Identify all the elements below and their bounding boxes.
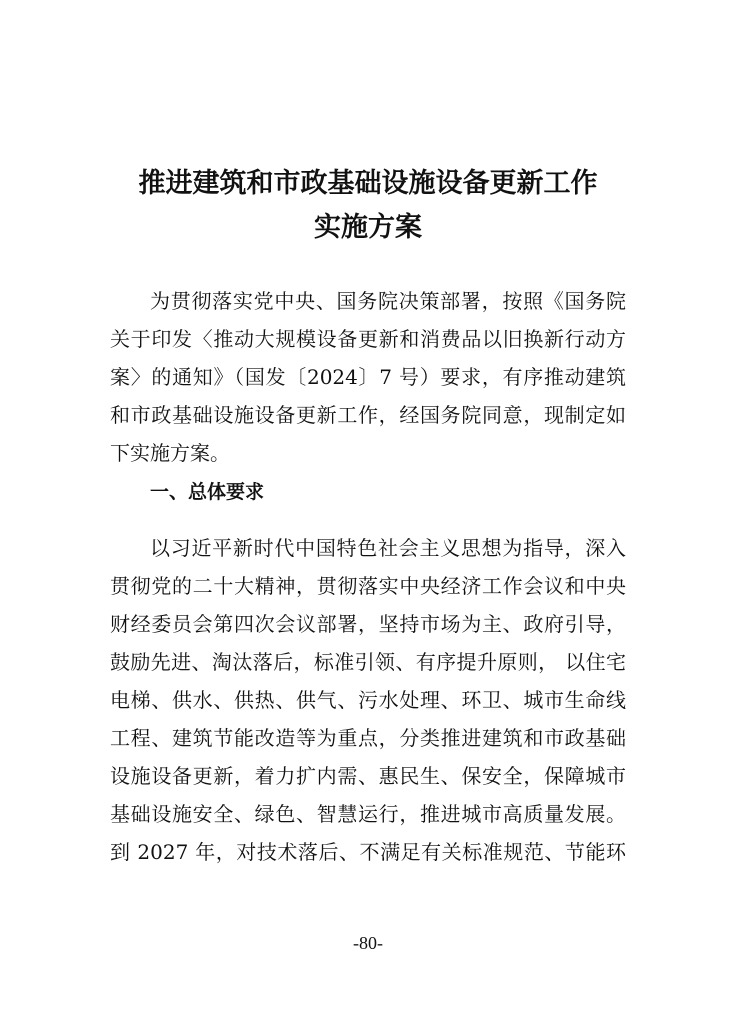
paragraph-1-line-3: 案〉的通知》（国发〔2024〕7 号）要求，有序推动建筑	[110, 365, 626, 389]
paragraph-2-line-8: 基础设施安全、绿色、智慧运行，推进城市高质量发展。	[110, 802, 626, 826]
paragraph-1-line-2: 关于印发〈推动大规模设备更新和消费品以旧换新行动方	[110, 327, 626, 351]
paragraph-2-line-6: 工程、建筑节能改造等为重点，分类推进建筑和市政基础	[110, 726, 626, 750]
paragraph-2-line-2: 贯彻党的二十大精神，贯彻落实中央经济工作会议和中央	[110, 574, 626, 598]
paragraph-2-line-5: 电梯、供水、供热、供气、污水处理、环卫、城市生命线	[110, 688, 626, 712]
paragraph-1-line-1: 为贯彻落实党中央、国务院决策部署，按照《国务院	[150, 289, 626, 313]
paragraph-2-line-7: 设施设备更新，着力扩内需、惠民生、保安全，保障城市	[110, 764, 626, 788]
paragraph-1-line-5: 下实施方案。	[110, 441, 230, 465]
page-number: -80-	[353, 933, 383, 953]
document-title-line-2: 实施方案	[314, 212, 422, 243]
section-1-heading: 一、总体要求	[150, 481, 265, 503]
paragraph-2-line-4: 鼓励先进、淘汰落后，标准引领、有序提升原则， 以住宅	[110, 650, 626, 674]
paragraph-1-line-4: 和市政基础设施设备更新工作，经国务院同意，现制定如	[110, 403, 626, 427]
paragraph-2-line-3: 财经委员会第四次会议部署，坚持市场为主、政府引导，	[110, 612, 626, 636]
paragraph-2-line-9: 到 2027 年，对技术落后、不满足有关标准规范、节能环	[110, 840, 626, 864]
paragraph-2-line-1: 以习近平新时代中国特色社会主义思想为指导，深入	[150, 536, 626, 560]
document-title-line-1: 推进建筑和市政基础设施设备更新工作	[138, 168, 598, 199]
